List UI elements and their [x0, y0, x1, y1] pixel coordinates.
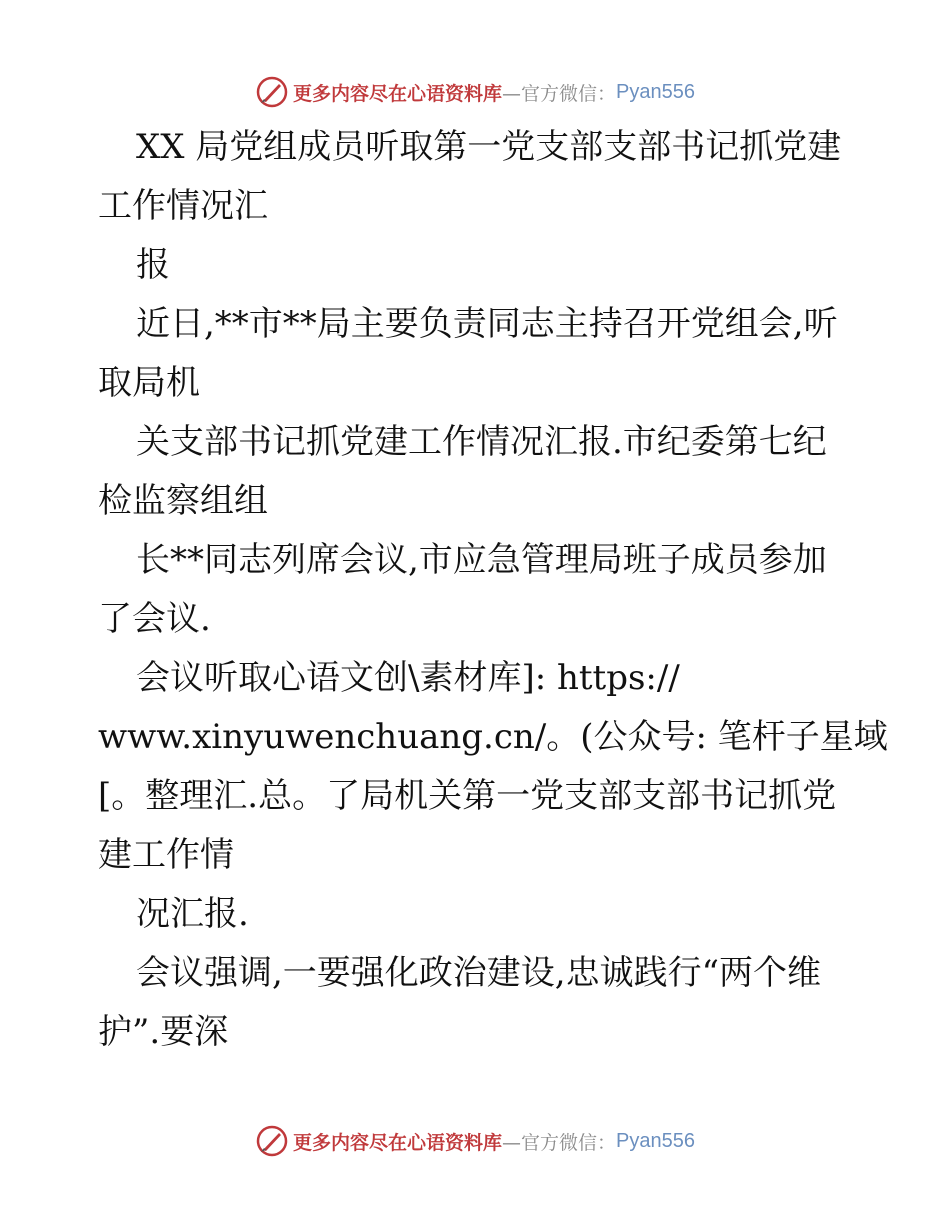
- doc-line: 长**同志列席会议,市应急管理局班子成员参加: [136, 540, 827, 580]
- banner-brand-text: 更多内容尽在心语资料库: [293, 82, 503, 105]
- doc-line: 工作情况汇: [98, 186, 268, 226]
- header-watermark-banner: [0, 72, 950, 112]
- doc-line: 检监察组组: [98, 481, 268, 521]
- banner-wechat-id: Pyan556: [616, 80, 695, 103]
- doc-line: 会议听取心语文创\素材库]: https://: [136, 658, 680, 698]
- doc-line: 近日,**市**局主要负责同志主持召开党组会,听: [136, 304, 838, 344]
- banner-wechat-id: Pyan556: [616, 1129, 695, 1152]
- doc-line: 况汇报.: [136, 894, 249, 934]
- quill-pen-logo-icon: [255, 1124, 289, 1158]
- doc-line: 了会议.: [98, 599, 211, 639]
- banner-brand-text: 更多内容尽在心语资料库: [293, 1131, 503, 1154]
- doc-line: www.xinyuwenchuang.cn/。(公众号: 笔杆子星域: [98, 717, 888, 757]
- doc-line: [。整理汇.总。了局机关第一党支部支部书记抓党: [98, 776, 837, 816]
- doc-line: 报: [136, 245, 170, 285]
- footer-watermark-banner: [0, 1121, 950, 1161]
- banner-separator-text: —官方微信：: [502, 82, 617, 105]
- doc-line: 建工作情: [98, 835, 234, 875]
- quill-pen-logo-icon: [255, 75, 289, 109]
- banner-separator-text: —官方微信：: [502, 1131, 617, 1154]
- doc-line: 护”.要深: [98, 1012, 229, 1052]
- doc-line: 会议强调,一要强化政治建设,忠诚践行“两个维: [136, 953, 821, 993]
- doc-line: 取局机: [98, 363, 200, 403]
- doc-line: XX 局党组成员听取第一党支部支部书记抓党建: [136, 127, 842, 167]
- document-body: [98, 118, 888, 1062]
- doc-line: 关支部书记抓党建工作情况汇报.市纪委第七纪: [136, 422, 827, 462]
